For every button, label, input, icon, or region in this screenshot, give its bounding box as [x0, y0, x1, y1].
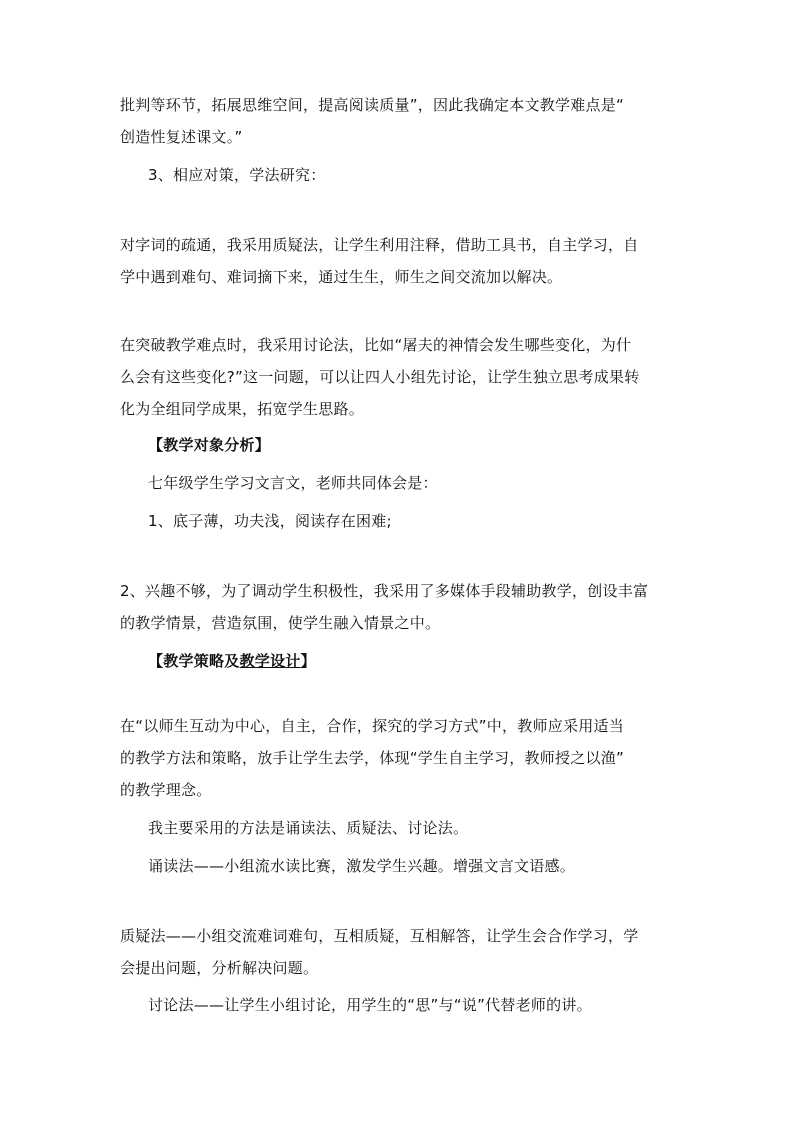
- section-strategy-title: 3、相应对策，学法研究：: [148, 166, 326, 184]
- paragraph-discussion-line-3: 化为全组同学成果，拓宽学生思路。: [120, 400, 365, 418]
- paragraph-questioning-method-line-1: 质疑法——小组交流难词难句，互相质疑，互相解答，让学生会合作学习，学: [120, 927, 639, 945]
- paragraph-questioning-method-line-2: 会提出问题，分析解决问题。: [120, 959, 319, 977]
- heading-strategy-prefix: 【教学策略及: [148, 652, 240, 670]
- teaching-design-link[interactable]: 教学设计: [239, 652, 301, 670]
- paragraph-discussion-line-1: 在突破教学难点时，我采用讨论法，比如“屠夫的神情会发生哪些变化，为什: [120, 336, 632, 354]
- paragraph-difficulty-line-2: 创造性复述课文。”: [120, 128, 243, 146]
- paragraph-learning-method-line-1: 在“以师生互动为中心，自主，合作，探究的学习方式”中，教师应采用适当: [120, 717, 625, 735]
- paragraph-discussion-method: 讨论法——让学生小组讨论，用学生的“思”与“说”代替老师的讲。: [148, 996, 592, 1014]
- heading-student-analysis: 【教学对象分析】: [148, 436, 271, 454]
- paragraph-main-methods: 我主要采用的方法是诵读法、质疑法、讨论法。: [148, 819, 469, 837]
- paragraph-grade-seven: 七年级学生学习文言文，老师共同体会是：: [148, 474, 438, 492]
- paragraph-vocabulary-line-2: 学中遇到难句、难词摘下来，通过生生，师生之间交流加以解决。: [120, 268, 563, 286]
- list-item-foundation: 1、底子薄，功夫浅，阅读存在困难;: [148, 512, 392, 530]
- paragraph-difficulty-line-1: 批判等环节，拓展思维空间，提高阅读质量”，因此我确定本文教学难点是“: [120, 96, 625, 114]
- paragraph-recitation-method: 诵读法——小组流水读比赛，激发学生兴趣。增强文言文语感。: [148, 857, 576, 875]
- paragraph-interest-line-1: 2、兴趣不够，为了调动学生积极性，我采用了多媒体手段辅助教学，创设丰富: [120, 582, 649, 600]
- paragraph-learning-method-line-2: 的教学方法和策略，放手让学生去学，体现“学生自主学习，教师授之以渔”: [120, 749, 625, 767]
- paragraph-discussion-line-2: 么会有这些变化?”这一问题，可以让四人小组先讨论，让学生独立思考成果转: [120, 368, 640, 386]
- paragraph-learning-method-line-3: 的教学理念。: [120, 781, 212, 799]
- paragraph-vocabulary-line-1: 对字词的疏通，我采用质疑法，让学生利用注释，借助工具书，自主学习，自: [120, 236, 639, 254]
- heading-teaching-strategy: [148, 651, 316, 671]
- paragraph-interest-line-2: 的教学情景，营造氛围，使学生融入情景之中。: [120, 614, 441, 632]
- heading-strategy-suffix: 】: [300, 652, 316, 670]
